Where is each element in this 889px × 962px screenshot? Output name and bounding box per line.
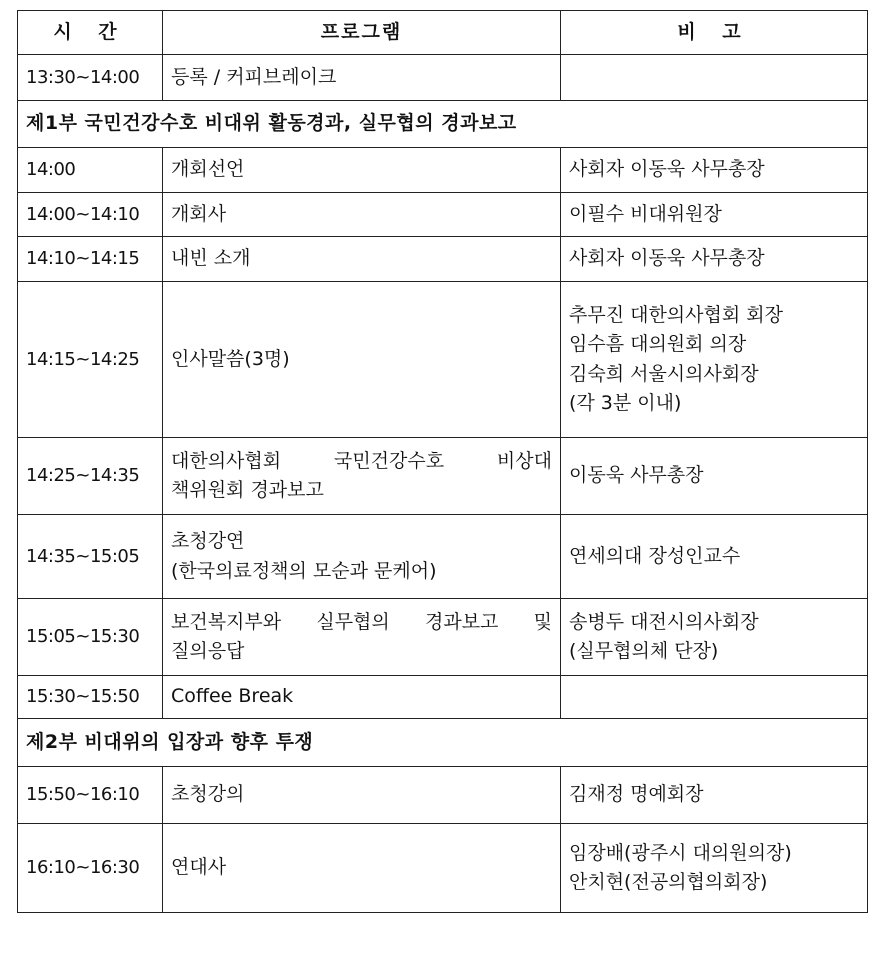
table-row [18, 599, 868, 676]
program-cell [163, 676, 561, 719]
table-row [18, 193, 868, 237]
header-program: 프로그램 [163, 11, 561, 55]
note-line: 김재정 명예회장 [569, 783, 704, 806]
program-line: 개회사 [171, 202, 227, 225]
note-cell [561, 676, 868, 719]
program-line: 내빈 소개 [171, 247, 251, 270]
section-title: 제1부 국민건강수호 비대위 활동경과, 실무협의 경과보고 [18, 101, 868, 148]
table-row [18, 55, 868, 101]
note-line: 안치현(전공의협의회장) [569, 871, 768, 893]
table-header-row [18, 11, 868, 55]
note-line: 사회자 이동욱 사무총장 [569, 247, 765, 270]
table-row [18, 515, 868, 599]
section-row [18, 101, 868, 148]
program-line: 초청강의 [171, 783, 245, 806]
program-line: 질의응답 [171, 640, 245, 662]
program-cell [163, 767, 561, 824]
time-cell: 13:30~14:00 [18, 55, 163, 101]
program-cell [163, 599, 561, 676]
time-cell: 14:10~14:15 [18, 237, 163, 282]
note-line: 이필수 비대위원장 [569, 202, 722, 225]
program-line: 등록 / 커피브레이크 [171, 65, 337, 88]
note-line: 송병두 대전시의사회장 [569, 610, 759, 633]
note-cell [561, 767, 868, 824]
table-row [18, 767, 868, 824]
program-schedule-table [17, 10, 868, 913]
note-line: 이동욱 사무총장 [569, 464, 704, 487]
table-row [18, 148, 868, 193]
time-cell: 15:30~15:50 [18, 676, 163, 719]
program-cell [163, 237, 561, 282]
note-line: 사회자 이동욱 사무총장 [569, 158, 765, 181]
table-row [18, 237, 868, 282]
note-line: 김숙희 서울시의사회장 [569, 362, 759, 385]
time-cell: 15:05~15:30 [18, 599, 163, 676]
note-cell [561, 193, 868, 237]
note-line: 임장배(광주시 대의원의장) [569, 841, 792, 864]
table-row [18, 676, 868, 719]
section-row [18, 719, 868, 767]
note-cell [561, 282, 868, 438]
program-line: 초청강연 [171, 530, 245, 553]
program-cell [163, 438, 561, 515]
program-line: 책위원회 경과보고 [171, 479, 324, 501]
note-cell [561, 438, 868, 515]
program-cell [163, 515, 561, 599]
time-cell: 14:25~14:35 [18, 438, 163, 515]
program-line: (한국의료정책의 모순과 문케어) [171, 559, 437, 582]
note-cell [561, 237, 868, 282]
program-line: Coffee Break [171, 685, 294, 708]
note-cell [561, 55, 868, 101]
time-cell: 14:00 [18, 148, 163, 193]
program-line: 인사말씀(3명) [171, 347, 290, 370]
time-cell: 14:15~14:25 [18, 282, 163, 438]
time-cell: 14:35~15:05 [18, 515, 163, 599]
note-line: (각 3분 이내) [569, 391, 682, 414]
note-line: 임수흠 대의원회 의장 [569, 333, 747, 356]
note-line: (실무협의체 단장) [569, 640, 719, 662]
note-line: 추무진 대한의사협회 회장 [569, 303, 783, 326]
program-cell [163, 148, 561, 193]
note-cell [561, 824, 868, 913]
table-row [18, 282, 868, 438]
program-cell [163, 282, 561, 438]
note-cell [561, 599, 868, 676]
header-time: 시 간 [18, 11, 163, 55]
schedule-body [18, 55, 868, 913]
program-cell [163, 193, 561, 237]
program-line: 개회선언 [171, 158, 245, 181]
program-line: 보건복지부와 실무협의 경과보고 및 [171, 610, 552, 633]
table-row [18, 438, 868, 515]
program-line: 연대사 [171, 856, 227, 879]
note-cell [561, 515, 868, 599]
program-cell [163, 55, 561, 101]
program-line: 대한의사협회 국민건강수호 비상대 [171, 449, 552, 472]
table-row [18, 824, 868, 913]
time-cell: 16:10~16:30 [18, 824, 163, 913]
note-cell [561, 148, 868, 193]
section-title: 제2부 비대위의 입장과 향후 투쟁 [18, 719, 868, 767]
note-line: 연세의대 장성인교수 [569, 544, 741, 567]
program-cell [163, 824, 561, 913]
time-cell: 15:50~16:10 [18, 767, 163, 824]
time-cell: 14:00~14:10 [18, 193, 163, 237]
header-note: 비 고 [561, 11, 868, 55]
